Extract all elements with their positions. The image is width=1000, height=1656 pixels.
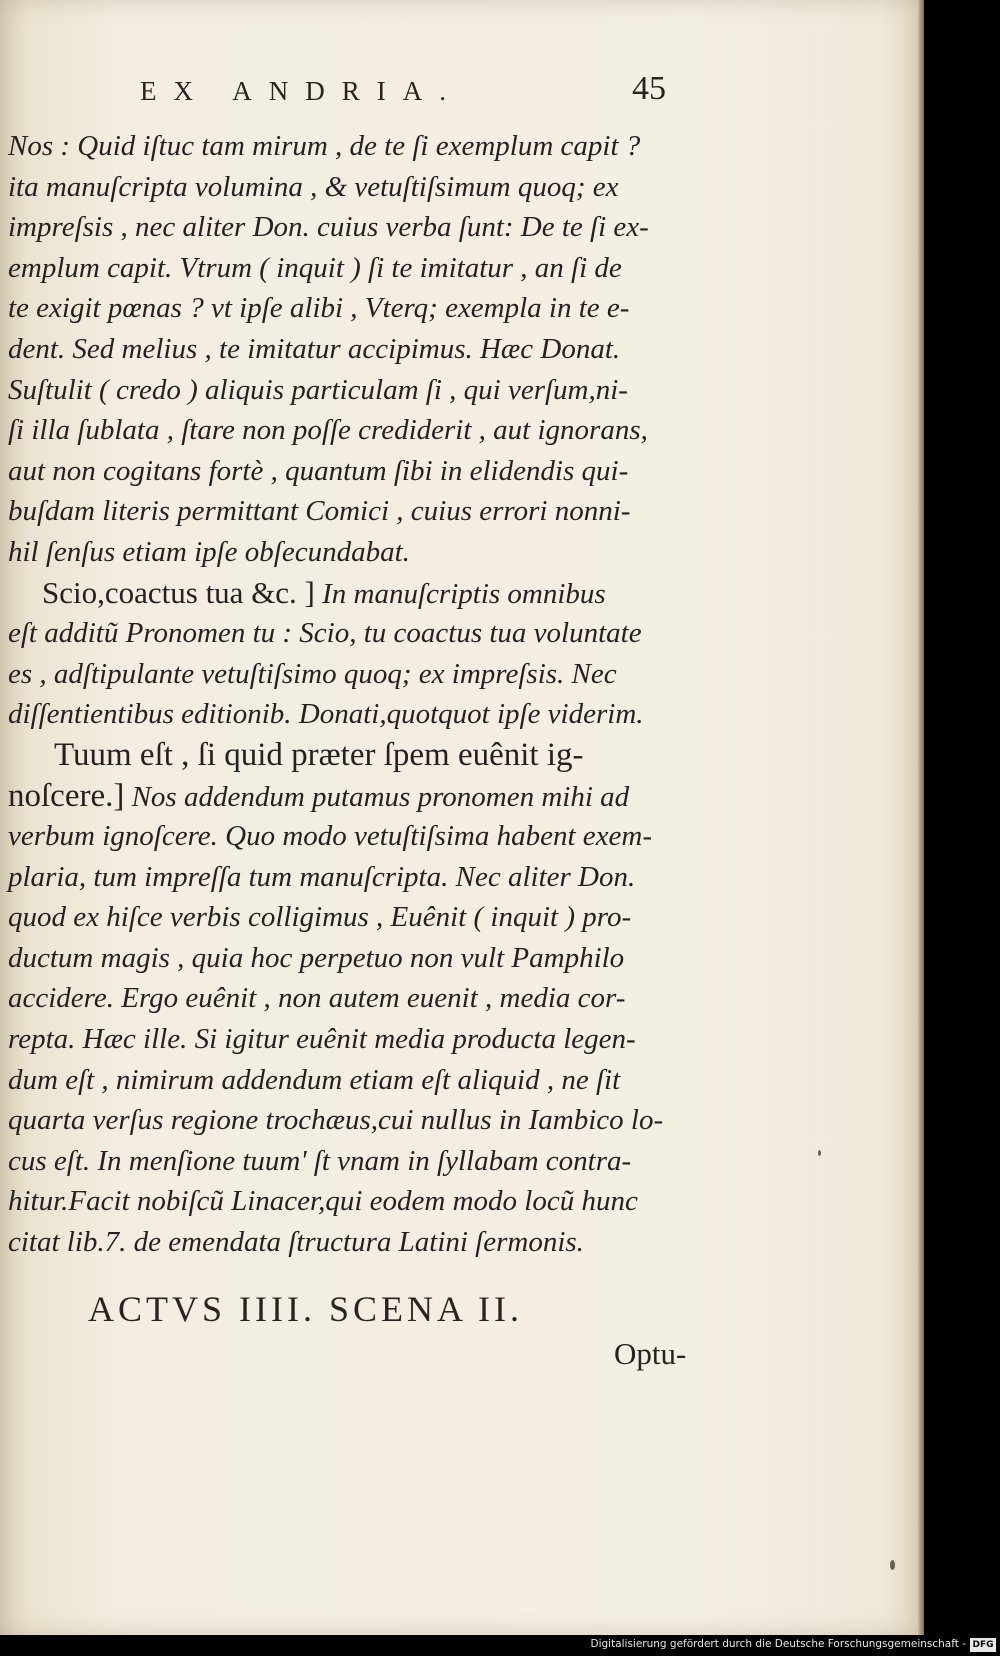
digitization-footer bbox=[0, 1636, 1000, 1656]
funding-credit: Digitalisierung gefördert durch die Deutsche Forschungsgemeinschaft - bbox=[590, 1638, 966, 1650]
text-line: diſſentientibus editionib. Donati,quotquot ipſe viderim. bbox=[8, 698, 644, 731]
lemma: Tuum eſt , ſi quid præter ſpem euênit ig- bbox=[54, 736, 584, 773]
lemma-line bbox=[8, 776, 708, 817]
text-line: eſt additũ Pronomen tu : Scio, tu coactus tua voluntate bbox=[8, 617, 642, 650]
catchword: Optu- bbox=[614, 1336, 687, 1371]
text-line: quod ex hiſce verbis colligimus , Euênit ( inquit ) pro- bbox=[8, 901, 632, 934]
page-number: 45 bbox=[632, 70, 666, 107]
text-line: ductum magis , quia hoc perpetuo non vult Pamphilo bbox=[8, 941, 625, 974]
text-line: impreſsis , nec aliter Don. cuius verba ſunt: De te ſi ex- bbox=[8, 211, 649, 244]
running-head bbox=[0, 70, 918, 116]
dfg-logo: DFG bbox=[970, 1638, 996, 1652]
commentary-text: Nos addendum putamus pronomen mihi ad bbox=[124, 780, 630, 813]
lemma-line bbox=[8, 735, 708, 776]
text-line: ita manuſcripta volumina , & vetuſtiſsimum quoq; ex bbox=[8, 170, 619, 203]
lemma: Scio,coactus tua &c. ] bbox=[42, 574, 315, 610]
text-line: te exigit pœnas ? vt ipſe alibi , Vterq; exempla in te e- bbox=[8, 292, 630, 325]
text-line: hitur.Facit nobiſcũ Linacer,qui eodem modo locũ hunc bbox=[8, 1185, 638, 1218]
text-line: plaria, tum impreſſa tum manuſcripta. Nec aliter Don. bbox=[8, 860, 636, 893]
text-line: emplum capit. Vtrum ( inquit ) ſi te imitatur , an ſi de bbox=[8, 251, 622, 284]
running-title: EX ANDRIA. bbox=[140, 76, 463, 106]
lemma-line bbox=[8, 573, 708, 614]
text-line: dum eſt , nimirum addendum etiam eſt aliquid , ne ſit bbox=[8, 1063, 621, 1096]
text-line: quarta verſus regione trochæus,cui nullus in Iambico lo- bbox=[8, 1104, 664, 1137]
text-line: buſdam literis permittant Comici , cuius errori nonni- bbox=[8, 495, 631, 528]
text-line: hil ſenſus etiam ipſe obſecundabat. bbox=[8, 535, 410, 568]
text-line: dent. Sed melius , te imitatur accipimus. Hæc Donat. bbox=[8, 332, 621, 365]
text-block bbox=[8, 126, 708, 1263]
text-line: es , adſtipulante vetuſtiſsimo quoq; ex impreſsis. Nec bbox=[8, 657, 617, 690]
text-line: Suſtulit ( credo ) aliquis particulam ſi , qui verſum,ni- bbox=[8, 373, 628, 406]
text-line: ſi illa ſublata , ſtare non poſſe crediderit , aut ignorans, bbox=[8, 414, 648, 447]
paper-speck bbox=[890, 1560, 895, 1570]
text-line: accidere. Ergo euênit , non autem euenit , media cor- bbox=[8, 982, 626, 1015]
text-line: repta. Hæc ille. Si igitur euênit media producta legen- bbox=[8, 1023, 636, 1056]
text-line: cus eſt. In menſione tuum' ſt vnam in ſyllabam contra- bbox=[8, 1144, 632, 1177]
act-heading: ACTVS IIII. SCENA II. bbox=[88, 1289, 523, 1329]
text-line: Nos : Quid iſtuc tam mirum , de te ſi exemplum capit ? bbox=[8, 130, 641, 162]
commentary-text: In manuſcriptis omnibus bbox=[314, 577, 606, 610]
text-line: verbum ignoſcere. Quo modo vetuſtiſsima habent exem- bbox=[8, 820, 653, 853]
text-line: citat lib.7. de emendata ſtructura Latini ſermonis. bbox=[8, 1226, 584, 1259]
paper-speck bbox=[818, 1150, 821, 1156]
page-edge bbox=[918, 0, 924, 1635]
lemma: noſcere.] bbox=[8, 777, 125, 814]
text-line: aut non cogitans fortè , quantum ſibi in elidendis qui- bbox=[8, 454, 629, 487]
